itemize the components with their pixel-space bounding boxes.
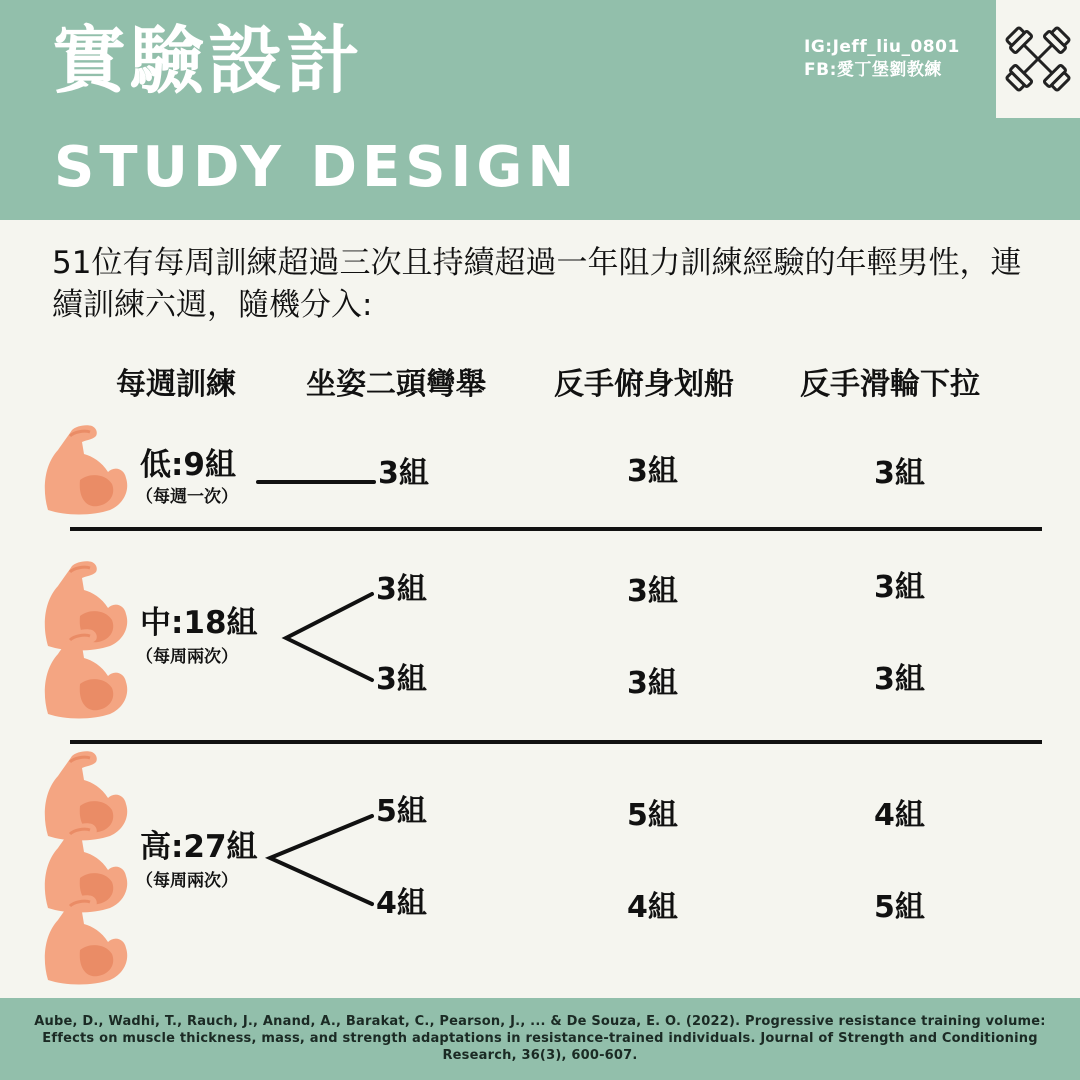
medium-s2-curl-sets: 3組 bbox=[376, 662, 427, 697]
high-branch-connector bbox=[270, 816, 372, 904]
column-header-row: 反手俯身划船 bbox=[554, 367, 734, 402]
column-header-pulldown: 反手滑輪下拉 bbox=[800, 367, 980, 402]
group-medium-label: 中:18組 bbox=[140, 605, 258, 641]
medium-s1-curl-sets: 3組 bbox=[376, 572, 427, 607]
medium-s1-row-sets: 3組 bbox=[627, 574, 678, 609]
low-curl-sets: 3組 bbox=[378, 456, 429, 491]
high-s1-pulldown-sets: 4組 bbox=[874, 798, 925, 833]
column-header-curl: 坐姿二頭彎舉 bbox=[306, 367, 486, 402]
page-title-zh: 實驗設計 bbox=[52, 18, 364, 104]
group-high-frequency: （每周兩次） bbox=[136, 871, 238, 891]
study-description: 51位有每周訓練超過三次且持續超過一年阻力訓練經驗的年輕男性，連續訓練六週，隨機分入: bbox=[52, 245, 1022, 323]
group-medium-frequency: （每周兩次） bbox=[136, 647, 238, 667]
instagram-handle: IG:Jeff_liu_0801 bbox=[804, 37, 960, 57]
high-s2-curl-sets: 4組 bbox=[376, 886, 427, 921]
medium-branch-connector bbox=[286, 594, 372, 680]
facebook-handle: FB:愛丁堡劉教練 bbox=[804, 60, 942, 80]
high-s2-pulldown-sets: 5組 bbox=[874, 890, 925, 925]
low-pulldown-sets: 3組 bbox=[874, 456, 925, 491]
low-row-sets: 3組 bbox=[627, 454, 678, 489]
footer-banner bbox=[0, 998, 1080, 1080]
medium-s2-pulldown-sets: 3組 bbox=[874, 662, 925, 697]
high-s2-row-sets: 4組 bbox=[627, 890, 678, 925]
medium-s2-row-sets: 3組 bbox=[627, 666, 678, 701]
group-low-label: 低:9組 bbox=[140, 447, 236, 483]
page-title-en: STUDY DESIGN bbox=[54, 135, 580, 200]
high-s1-row-sets: 5組 bbox=[627, 798, 678, 833]
high-s1-curl-sets: 5組 bbox=[376, 794, 427, 829]
reference-citation: Aube, D., Wadhi, T., Rauch, J., Anand, A., Barakat, C., Pearson, J., ... & De Souza, E. O. (2022). Progressive resistance training volume: Effects on muscle thickness, mass, and strength adaptations in resistance-trained individuals. Journal of Strength and Conditioning Research, 36(3), 600-607. bbox=[34, 1014, 1046, 1063]
medium-s1-pulldown-sets: 3組 bbox=[874, 570, 925, 605]
group-high-label: 高:27組 bbox=[140, 829, 258, 865]
group-low-frequency: （每週一次） bbox=[136, 487, 238, 507]
column-header-weekly: 每週訓練 bbox=[116, 367, 236, 402]
